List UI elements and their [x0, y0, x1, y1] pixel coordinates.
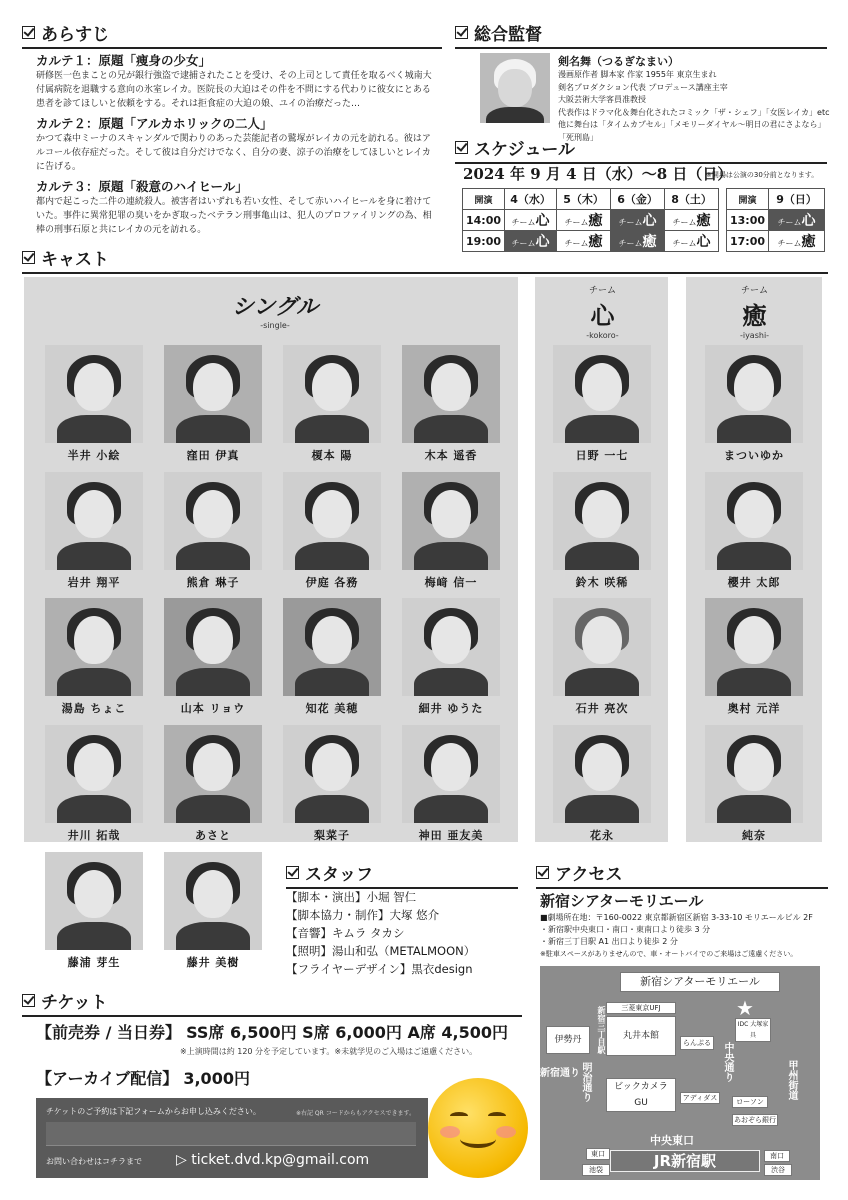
checkbox-icon — [536, 866, 549, 879]
director-heading: 総合監督 — [455, 20, 827, 49]
schedule-slot: チーム心 — [769, 210, 825, 231]
jr-station: JR新宿駅 — [610, 1150, 760, 1172]
cast-card: 半井 小絵 — [45, 345, 143, 463]
synopsis-heading: あらすじ — [22, 20, 442, 49]
cast-card: 木本 遥香 — [402, 345, 500, 463]
karte-3-body: 都内で起こった二件の連続殺人。被害者はいずれも若い女性、そして赤いハイヒールを身に着けていた。事件に異常犯罪の臭いをかぎ取ったベテラン刑事亀山は、犯人のプロファイリングの為、相棒の刑事石原と共にレイカの元を訪れる。 — [36, 197, 432, 235]
karte-2-title: カルテ２：原題「アルカホリックの二人」 — [36, 116, 273, 131]
cast-card: 細井 ゆうた — [402, 598, 500, 716]
schedule-table-sunday: 開演 9（日） 13:00 チーム心 17:00 チーム癒 — [726, 188, 825, 252]
cast-heading: キャスト — [22, 245, 828, 274]
cast-photo — [164, 725, 262, 823]
archive-price: 【アーカイブ配信】 3,000円 — [36, 1069, 250, 1088]
schedule-slot: チーム癒 — [611, 231, 665, 252]
director-name: 剣名舞（つるぎなまい） — [558, 55, 679, 68]
cast-card: 石井 亮次 — [553, 598, 651, 716]
cast-photo — [553, 725, 651, 823]
cast-card: 熊倉 琳子 — [164, 472, 262, 590]
cast-photo — [45, 725, 143, 823]
cast-card: 日野 一七 — [553, 345, 651, 463]
cast-photo — [164, 598, 262, 696]
schedule-slot: チーム心 — [611, 210, 665, 231]
checkbox-icon — [455, 26, 468, 39]
schedule-slot: チーム癒 — [769, 231, 825, 252]
cast-card: 純奈 — [705, 725, 803, 843]
cast-card: 櫻井 太郎 — [705, 472, 803, 590]
cast-photo — [402, 472, 500, 570]
staff-list: 【脚本・演出】小堀 智仁 【脚本協力・制作】大塚 悠介 【音響】キムラ タカシ 【照明】湯山和弘（METALMOON） 【フライヤーデザイン】黒衣design — [286, 890, 476, 976]
cast-photo — [283, 345, 381, 443]
schedule-slot: チーム癒 — [557, 210, 611, 231]
cast-photo — [283, 725, 381, 823]
kokoro-title: チーム 心 -kokoro- — [586, 286, 619, 340]
cast-photo — [705, 598, 803, 696]
cast-card: 榎本 陽 — [283, 345, 381, 463]
schedule-header: 開演 — [463, 189, 505, 210]
cast-photo — [164, 345, 262, 443]
schedule-dates: 2024 年 9 月 4 日（水）〜8 日（日） — [463, 165, 733, 183]
checkbox-icon — [22, 994, 35, 1007]
venue-name: 新宿シアターモリエール — [540, 892, 704, 910]
cast-photo — [164, 852, 262, 950]
ticket-form-link[interactable] — [46, 1122, 416, 1146]
cast-card: あさと — [164, 725, 262, 843]
schedule-slot: チーム心 — [505, 231, 557, 252]
cast-photo — [553, 472, 651, 570]
director-photo — [480, 53, 550, 123]
director-info: 剣名舞（つるぎなまい） 漫画原作者 脚本家 作家 1955年 東京生まれ 剣名プロダクション代表 プロデュース講座主宰 大阪芸術大学客員准教授 代表作はドラマ化＆舞台化されたコミック「ザ・シェフ」「女医レイカ」etc 他に舞台は「タイムカプセル」「メモリーダイヤル〜明日の君にさよなら」「死刑島」 — [558, 55, 830, 142]
karte-1-body: 研修医一色まことの兄が銀行強盗で逮捕されたことを受け、その上司として責任を取るべく城南大付属病院を退職する意向の氷室レイカ。医院長の大迫はその件を不問にする代わりに彼女にとある患者を診てほしいと依頼をする。それは拒食症の大迫の娘、ユイの治療だった… — [36, 71, 432, 109]
cast-photo — [45, 598, 143, 696]
schedule-table-weekday: 開演 4（水） 5（木） 6（金） 8（土） 14:00 チーム心 チーム癒 チーム心 チーム癒 19:00 チーム心 チーム癒 チーム癒 チーム心 — [462, 188, 719, 252]
cast-card: 鈴木 咲稀 — [553, 472, 651, 590]
cast-card: 窪田 伊真 — [164, 345, 262, 463]
cast-card: 藤井 美樹 — [164, 852, 262, 970]
cast-photo — [402, 725, 500, 823]
cast-card: 花永 — [553, 725, 651, 843]
access-info: ■劇場所在地：〒160-0022 東京都新宿区新宿 3-33-10 モリエールビル 2F ・新宿駅中央東口・南口・東南口より徒歩 3 分 ・新宿三丁目駅 A1 出口より徒歩 2 分 ※駐車スペースがありませんので、車・オートバイでのご来場はご遠慮ください。 — [540, 913, 813, 958]
cast-photo — [402, 345, 500, 443]
ticket-note: ※上演時間は約 120 分を予定しています。※未就学児のご入場はご遠慮ください。 — [180, 1047, 478, 1056]
ticket-prices: 【前売券 / 当日券】 SS席 6,500円 S席 6,000円 A席 4,500円 — [36, 1023, 509, 1042]
checkbox-icon — [22, 26, 35, 39]
cast-photo — [283, 598, 381, 696]
cast-card: 奥村 元洋 — [705, 598, 803, 716]
cast-card: 井川 拓哉 — [45, 725, 143, 843]
cast-card: 梅﨑 信一 — [402, 472, 500, 590]
checkbox-icon — [22, 251, 35, 264]
cast-photo — [705, 345, 803, 443]
cast-card: まついゆか — [705, 345, 803, 463]
checkbox-icon — [286, 866, 299, 879]
cast-photo — [164, 472, 262, 570]
map-title: 新宿シアターモリエール — [620, 972, 780, 992]
schedule-slot: チーム心 — [505, 210, 557, 231]
ticket-contact-box: チケットのご予約は下記フォームからお申し込みください。 ※右記 QR コードからもアクセスできます。 お問い合わせはコチラまで ▷ ticket.dvd.kp@gmail.com — [36, 1098, 428, 1178]
cast-card: 岩井 翔平 — [45, 472, 143, 590]
cast-photo — [705, 472, 803, 570]
cast-card: 神田 亜友美 — [402, 725, 500, 843]
access-heading: アクセス — [536, 860, 828, 889]
cast-card: 藤浦 芽生 — [45, 852, 143, 970]
cast-card: 伊庭 各務 — [283, 472, 381, 590]
cast-photo — [283, 472, 381, 570]
cast-card: 知花 美穂 — [283, 598, 381, 716]
iyashi-title: チーム 癒 -iyashi- — [739, 286, 770, 340]
karte-3-title: カルテ３：原題「殺意のハイヒール」 — [36, 179, 248, 194]
cast-photo — [705, 725, 803, 823]
contact-email-link[interactable]: ▷ ticket.dvd.kp@gmail.com — [176, 1152, 370, 1168]
smiley-face-icon — [428, 1078, 528, 1178]
cast-photo — [553, 345, 651, 443]
cast-card: 梨菜子 — [283, 725, 381, 843]
cast-photo — [45, 472, 143, 570]
cast-photo — [45, 345, 143, 443]
single-title: シングル -single- — [231, 294, 319, 330]
checkbox-icon — [455, 141, 468, 154]
schedule-slot: チーム癒 — [557, 231, 611, 252]
schedule-slot: チーム癒 — [665, 210, 719, 231]
schedule-note: ※開場は公演の30分前となります。 — [706, 171, 819, 179]
karte-1-title: カルテ１：原題「痩身の少女」 — [36, 53, 212, 68]
ticket-heading: チケット — [22, 988, 522, 1017]
cast-photo — [402, 598, 500, 696]
access-map: 新宿シアターモリエール 伊勢丹 丸井本館 三菱東京UFJ らんぷる IDC 大塚家具 ビックカメラ GU アディダス ローソン あおぞら銀行 中央東口 JR新宿駅 東口 池袋 渋谷 南口 新宿三丁目駅 新宿通り 明治通り 中央通り 甲州街道 ★ — [540, 966, 820, 1180]
staff-heading: スタッフ — [286, 860, 518, 889]
cast-photo — [45, 852, 143, 950]
synopsis-body — [36, 48, 436, 237]
venue-star-icon: ★ — [736, 996, 754, 1020]
cast-card: 山本 リョウ — [164, 598, 262, 716]
schedule-heading: スケジュール — [455, 135, 827, 164]
karte-2-body: かつて森中ミーナのスキャンダルで関わりのあった芸能記者の鷲塚がレイカの元を訪れる。彼はアルコール依存症だった。そして彼は自分だけでなく、自分の妻、涼子の治療をしてほしいとレイカに告げる。 — [36, 134, 431, 172]
schedule-slot: チーム心 — [665, 231, 719, 252]
cast-card: 湯島 ちょこ — [45, 598, 143, 716]
cast-photo — [553, 598, 651, 696]
